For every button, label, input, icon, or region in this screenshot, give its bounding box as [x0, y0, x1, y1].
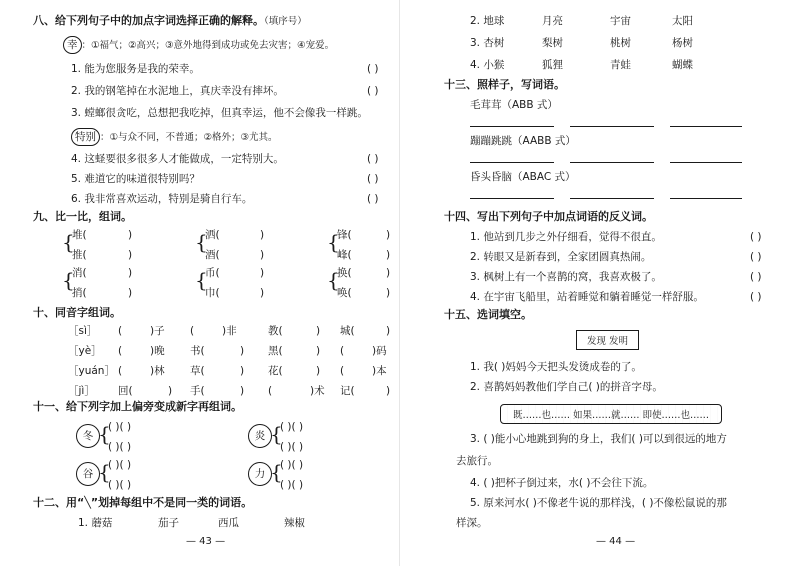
brace: {	[270, 422, 283, 446]
compare-blank-close[interactable]: )	[386, 249, 391, 261]
compare-blank-close[interactable]: )	[386, 267, 391, 279]
compare-word: 洒(	[205, 229, 220, 241]
word-item[interactable]: 4. 小猴	[470, 59, 505, 71]
page-number: — 43 —	[186, 536, 226, 547]
homophone-cell[interactable]: 回(	[118, 385, 133, 397]
brace: {	[270, 460, 283, 484]
word-item[interactable]: 杨树	[672, 37, 693, 49]
brace: {	[98, 460, 111, 484]
homophone-cell[interactable]: (	[340, 365, 345, 377]
homophone-cell[interactable]: (	[190, 325, 195, 337]
compare-word: 酒(	[205, 249, 220, 261]
question-8-5: 5. 难道它的味道很特别吗？	[71, 173, 200, 185]
radical-blanks[interactable]: ( )( )	[280, 459, 304, 471]
homophone-cell[interactable]: )术	[310, 385, 325, 397]
homophone-cell[interactable]: )	[386, 385, 391, 397]
radical-blanks[interactable]: ( )( )	[108, 441, 132, 453]
write-line[interactable]	[470, 198, 554, 199]
homophone-cell[interactable]: 记(	[340, 385, 355, 397]
answer-blank[interactable]: ( )	[750, 251, 762, 263]
word-item[interactable]: 月亮	[542, 15, 563, 27]
write-line[interactable]	[670, 162, 742, 163]
homophone-cell[interactable]: )子	[150, 325, 165, 337]
question-8-1: 1. 能为您服务是我的荣幸。	[71, 63, 200, 75]
word-item[interactable]: 太阳	[672, 15, 693, 27]
question-8-3: 3. 螳螂很贪吃，总想把我吃掉，但真幸运，他不会像我一样跳。	[71, 107, 368, 119]
compare-blank-close[interactable]: )	[260, 249, 265, 261]
word-item[interactable]: 西瓜	[218, 517, 239, 529]
compare-word: 堆(	[72, 229, 87, 241]
page-44	[400, 0, 800, 566]
compare-blank-close[interactable]: )	[386, 287, 391, 299]
question-15-3: 3. ( )能小心地跳到狗的身上，我们( )可以到很远的地方	[470, 433, 727, 445]
compare-blank-close[interactable]: )	[260, 267, 265, 279]
homophone-cell[interactable]: 草(	[190, 365, 205, 377]
question-15-5-cont: 样深。	[456, 517, 488, 529]
section-10-title: 十、同音字组词。	[33, 306, 121, 319]
question-15-5: 5. 原来河水( )不像老牛说的那样浅，( )不像松鼠说的那	[470, 497, 727, 509]
compare-blank-close[interactable]: )	[128, 229, 133, 241]
radical-char: 冬	[76, 424, 100, 448]
write-line[interactable]	[470, 162, 554, 163]
homophone-cell[interactable]: )码	[372, 345, 387, 357]
homophone-cell[interactable]: (	[340, 345, 345, 357]
homophone-cell[interactable]: )晚	[150, 345, 165, 357]
page-number: — 44 —	[596, 536, 636, 547]
word-choice-scroll-2: 既……也…… 如果……就…… 即使……也……	[500, 404, 722, 424]
radical-blanks[interactable]: ( )( )	[280, 421, 304, 433]
brace: {	[327, 268, 340, 292]
compare-word: 换(	[337, 267, 352, 279]
radical-blanks[interactable]: ( )( )	[280, 441, 304, 453]
word-item[interactable]: 2. 地球	[470, 15, 505, 27]
question-8-4: 4. 这蛏要很多很多人才能做成，一定特别大。	[71, 153, 284, 165]
compare-word: 消(	[72, 267, 87, 279]
homophone-cell[interactable]: 黑(	[268, 345, 283, 357]
brace: {	[98, 422, 111, 446]
section-15-title: 十五、选词填空。	[444, 308, 532, 321]
section-14-title: 十四、写出下列句子中加点词语的反义词。	[444, 210, 653, 223]
write-line[interactable]	[570, 162, 654, 163]
tebie-options: 特别 ：①与众不同，不普通；②格外；③尤其。	[71, 128, 278, 146]
homophone-cell[interactable]: )	[240, 385, 245, 397]
question-14-1: 1. 他站到几步之外仔细看，觉得不很直。	[470, 231, 662, 243]
answer-blank[interactable]: ( )	[367, 85, 379, 97]
radical-char: 炎	[248, 424, 272, 448]
question-15-3-cont: 去旅行。	[456, 455, 498, 467]
answer-blank[interactable]: ( )	[367, 63, 379, 75]
section-13-title: 十三、照样子，写词语。	[444, 78, 565, 91]
question-8-2: 2. 我的钢笔掉在水泥地上，真庆幸没有摔坏。	[71, 85, 284, 97]
write-line[interactable]	[570, 198, 654, 199]
brace: {	[327, 230, 340, 254]
answer-blank[interactable]: ( )	[367, 153, 379, 165]
radical-blanks[interactable]: ( )( )	[108, 479, 132, 491]
compare-word: 推(	[72, 249, 87, 261]
compare-word: 锋(	[337, 229, 352, 241]
word-item[interactable]: 狐狸	[542, 59, 563, 71]
homophone-cell[interactable]: (	[268, 385, 273, 397]
answer-blank[interactable]: ( )	[750, 271, 762, 283]
homophone-cell[interactable]: (	[118, 345, 123, 357]
word-item[interactable]: 辣椒	[284, 517, 305, 529]
write-line[interactable]	[470, 126, 554, 127]
compare-blank-close[interactable]: )	[128, 267, 133, 279]
word-item[interactable]: 桃树	[610, 37, 631, 49]
homophone-cell[interactable]: )	[316, 365, 321, 377]
xing-char: 幸	[63, 36, 82, 54]
homophone-cell[interactable]: )	[386, 325, 391, 337]
compare-blank-close[interactable]: )	[260, 229, 265, 241]
homophone-cell[interactable]: )	[240, 365, 245, 377]
answer-blank[interactable]: ( )	[750, 231, 762, 243]
write-line[interactable]	[670, 198, 742, 199]
compare-word: 峰(	[337, 249, 352, 261]
homophone-cell[interactable]: 花(	[268, 365, 283, 377]
word-choice-box-1: 发现 发明	[576, 330, 639, 350]
word-item[interactable]: 3. 杏树	[470, 37, 505, 49]
brace: {	[62, 268, 75, 292]
homophone-cell[interactable]: )	[316, 325, 321, 337]
example-aabb: 蹦蹦跳跳（AABB 式）	[470, 135, 576, 147]
homophone-cell[interactable]: )林	[150, 365, 165, 377]
write-line[interactable]	[570, 126, 654, 127]
section-8-title: 八、给下列句子中的加点字词选择正确的解释。（填序号）	[33, 14, 307, 27]
answer-blank[interactable]: ( )	[367, 193, 379, 205]
compare-word: 巾(	[205, 287, 220, 299]
compare-blank-close[interactable]: )	[128, 249, 133, 261]
homophone-cell[interactable]: 手(	[190, 385, 205, 397]
section-9-title: 九、比一比，组词。	[33, 210, 132, 223]
xing-options: 幸 ：①福气；②高兴；③意外地得到成功或免去灾害；④宠爱。	[63, 36, 334, 54]
pinyin-label: ［sì］	[68, 325, 98, 337]
question-15-4: 4. ( )把杯子倒过来，水( )不会往下流。	[470, 477, 654, 489]
homophone-cell[interactable]: (	[118, 325, 123, 337]
write-line[interactable]	[670, 126, 742, 127]
radical-blanks[interactable]: ( )( )	[108, 459, 132, 471]
section-11-title: 十一、给下列字加上偏旁变成新字再组词。	[33, 400, 242, 413]
compare-blank-close[interactable]: )	[386, 229, 391, 241]
homophone-cell[interactable]: )非	[222, 325, 237, 337]
example-abac: 昏头昏脑（ABAC 式）	[470, 171, 576, 183]
brace: {	[195, 230, 208, 254]
compare-word: 捎(	[72, 287, 87, 299]
compare-blank-close[interactable]: )	[128, 287, 133, 299]
question-14-2: 2. 转眼又是新春到，全家团圆真热闹。	[470, 251, 652, 263]
word-item[interactable]: 梨树	[542, 37, 563, 49]
word-item[interactable]: 宇宙	[610, 15, 631, 27]
word-item[interactable]: 1. 蘑菇	[78, 517, 113, 529]
tebie-word: 特别	[71, 128, 100, 146]
radical-char: 谷	[76, 462, 100, 486]
radical-blanks[interactable]: ( )( )	[108, 421, 132, 433]
answer-blank[interactable]: ( )	[750, 291, 762, 303]
question-14-4: 4. 在宇宙飞船里，站着睡觉和躺着睡觉一样舒服。	[470, 291, 704, 303]
brace: {	[195, 268, 208, 292]
brace: {	[62, 230, 75, 254]
pinyin-label: ［yuán］	[68, 365, 115, 377]
question-15-1: 1. 我( )妈妈今天把头发烫成卷的了。	[470, 361, 642, 373]
word-item[interactable]: 青蛙	[610, 59, 631, 71]
pinyin-label: ［jì］	[68, 385, 95, 397]
compare-blank-close[interactable]: )	[260, 287, 265, 299]
homophone-cell[interactable]: (	[118, 365, 123, 377]
section-12-title: 十二、用“╲”划掉每组中不是同一类的词语。	[33, 496, 253, 509]
answer-blank[interactable]: ( )	[367, 173, 379, 185]
question-14-3: 3. 枫树上有一个喜鹊的窝，我喜欢极了。	[470, 271, 662, 283]
homophone-cell[interactable]: )	[168, 385, 173, 397]
word-item[interactable]: 茄子	[158, 517, 179, 529]
example-abb: 毛茸茸（ABB 式）	[470, 99, 558, 111]
compare-word: 币(	[205, 267, 220, 279]
radical-char: 力	[248, 462, 272, 486]
question-15-2: 2. 喜鹊妈妈教他们学自己( )的拼音字母。	[470, 381, 663, 393]
homophone-cell[interactable]: )本	[372, 365, 387, 377]
compare-word: 唤(	[337, 287, 352, 299]
word-item[interactable]: 蝴蝶	[672, 59, 693, 71]
homophone-cell[interactable]: 城(	[340, 325, 355, 337]
radical-blanks[interactable]: ( )( )	[280, 479, 304, 491]
homophone-cell[interactable]: 书(	[190, 345, 205, 357]
homophone-cell[interactable]: )	[316, 345, 321, 357]
homophone-cell[interactable]: )	[240, 345, 245, 357]
question-8-6: 6. 我非常喜欢运动，特别是骑自行车。	[71, 193, 253, 205]
homophone-cell[interactable]: 教(	[268, 325, 283, 337]
pinyin-label: ［yè］	[68, 345, 102, 357]
